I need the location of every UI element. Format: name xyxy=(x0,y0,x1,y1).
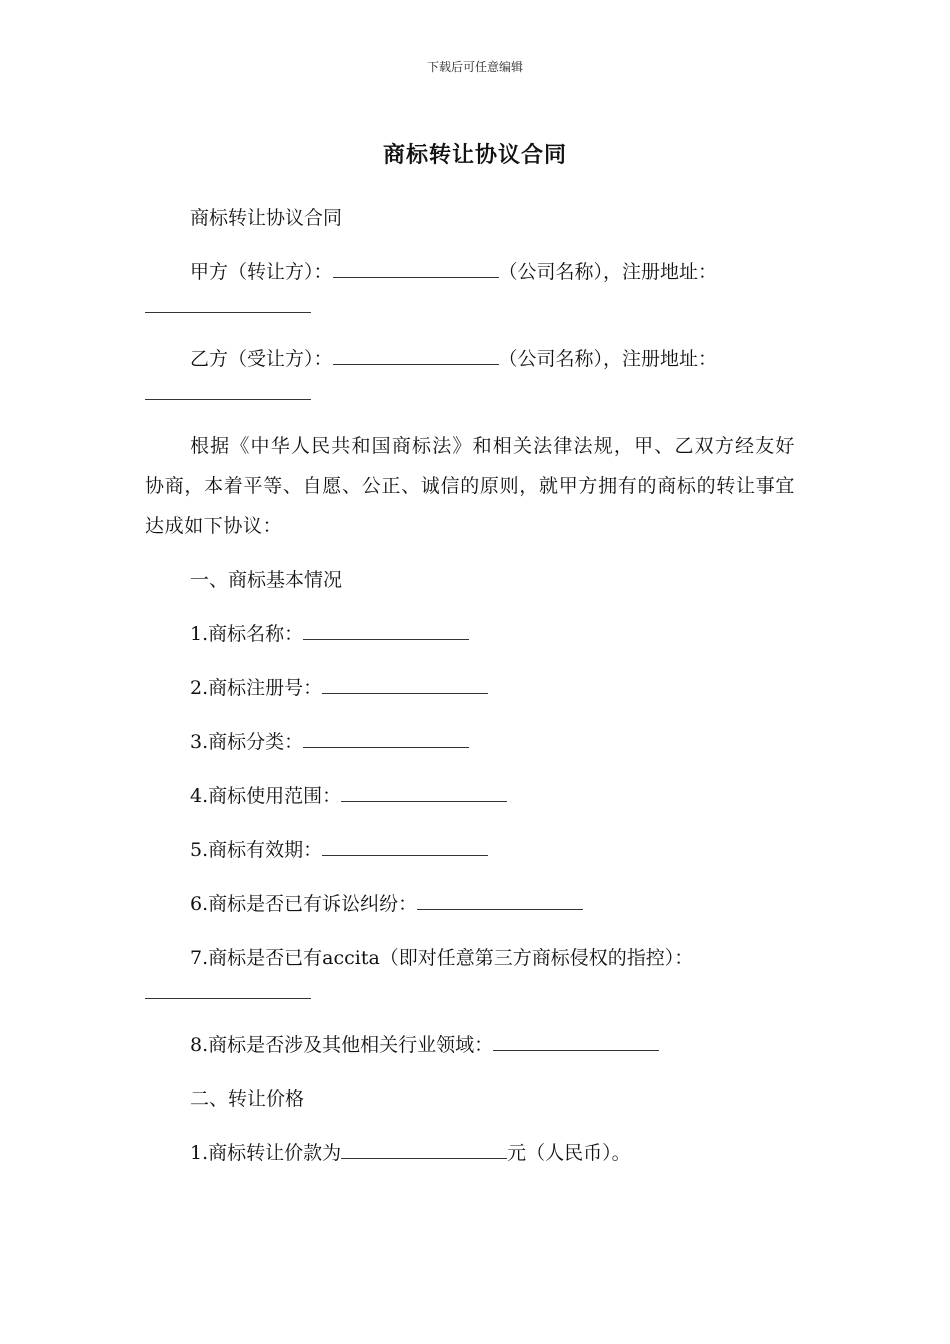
party-a-address-blank[interactable] xyxy=(145,298,311,313)
item-registration-number xyxy=(145,668,795,708)
subtitle: 商标转让协议合同 xyxy=(190,207,343,229)
header-note: 下载后可任意编辑 xyxy=(426,60,523,74)
price-blank[interactable] xyxy=(341,1138,507,1159)
party-b-suffix: （公司名称），注册地址： xyxy=(498,348,718,370)
item-blank[interactable] xyxy=(303,727,469,748)
party-a-suffix: （公司名称），注册地址： xyxy=(498,261,718,283)
preamble-paragraph: 根据《中华人民共和国商标法》和相关法律法规，甲、乙双方经友好协商，本着平等、自愿、公正、诚信的原则，就甲方拥有的商标的转让事宜达成如下协议： xyxy=(145,435,795,537)
item-trademark-name xyxy=(145,614,795,654)
item-blank[interactable] xyxy=(322,835,488,856)
item-label: 6.商标是否已有诉讼纠纷： xyxy=(190,893,418,915)
party-b-address-blank[interactable] xyxy=(145,385,311,400)
item-validity-period xyxy=(145,830,795,870)
item-label: 1.商标名称： xyxy=(190,623,304,645)
item-blank[interactable] xyxy=(322,673,488,694)
document-body xyxy=(145,198,795,1173)
section1-heading: 一、商标基本情况 xyxy=(190,569,343,591)
item-blank[interactable] xyxy=(493,1030,659,1051)
party-b-prefix: 乙方（受让方）： xyxy=(190,348,333,370)
price-prefix: 1.商标转让价款为 xyxy=(190,1142,342,1164)
item-label: 7.商标是否已有accita（即对任意第三方商标侵权的指控）： xyxy=(190,947,694,969)
item-blank[interactable] xyxy=(341,781,507,802)
item-related-industries xyxy=(145,1025,795,1065)
item-blank[interactable] xyxy=(417,889,583,910)
party-a-prefix: 甲方（转让方）： xyxy=(190,261,333,283)
item-usage-scope xyxy=(145,776,795,816)
item-label: 4.商标使用范围： xyxy=(190,785,342,807)
item-transfer-price xyxy=(145,1133,795,1173)
item-classification xyxy=(145,722,795,762)
item-litigation xyxy=(145,884,795,924)
party-b-line xyxy=(145,339,795,400)
party-b-name-blank[interactable] xyxy=(333,344,499,365)
item-blank[interactable] xyxy=(303,619,469,640)
item-label: 5.商标有效期： xyxy=(190,839,323,861)
item-infringement-claims xyxy=(145,938,795,999)
section2-heading: 二、转让价格 xyxy=(190,1088,305,1110)
item-label: 3.商标分类： xyxy=(190,731,304,753)
document-title: 商标转让协议合同 xyxy=(382,143,567,168)
party-a-line xyxy=(145,252,795,313)
item-blank[interactable] xyxy=(145,984,311,999)
price-suffix: 元（人民币）。 xyxy=(507,1142,631,1164)
item-label: 8.商标是否涉及其他相关行业领域： xyxy=(190,1034,494,1056)
party-a-name-blank[interactable] xyxy=(333,257,499,278)
item-label: 2.商标注册号： xyxy=(190,677,323,699)
